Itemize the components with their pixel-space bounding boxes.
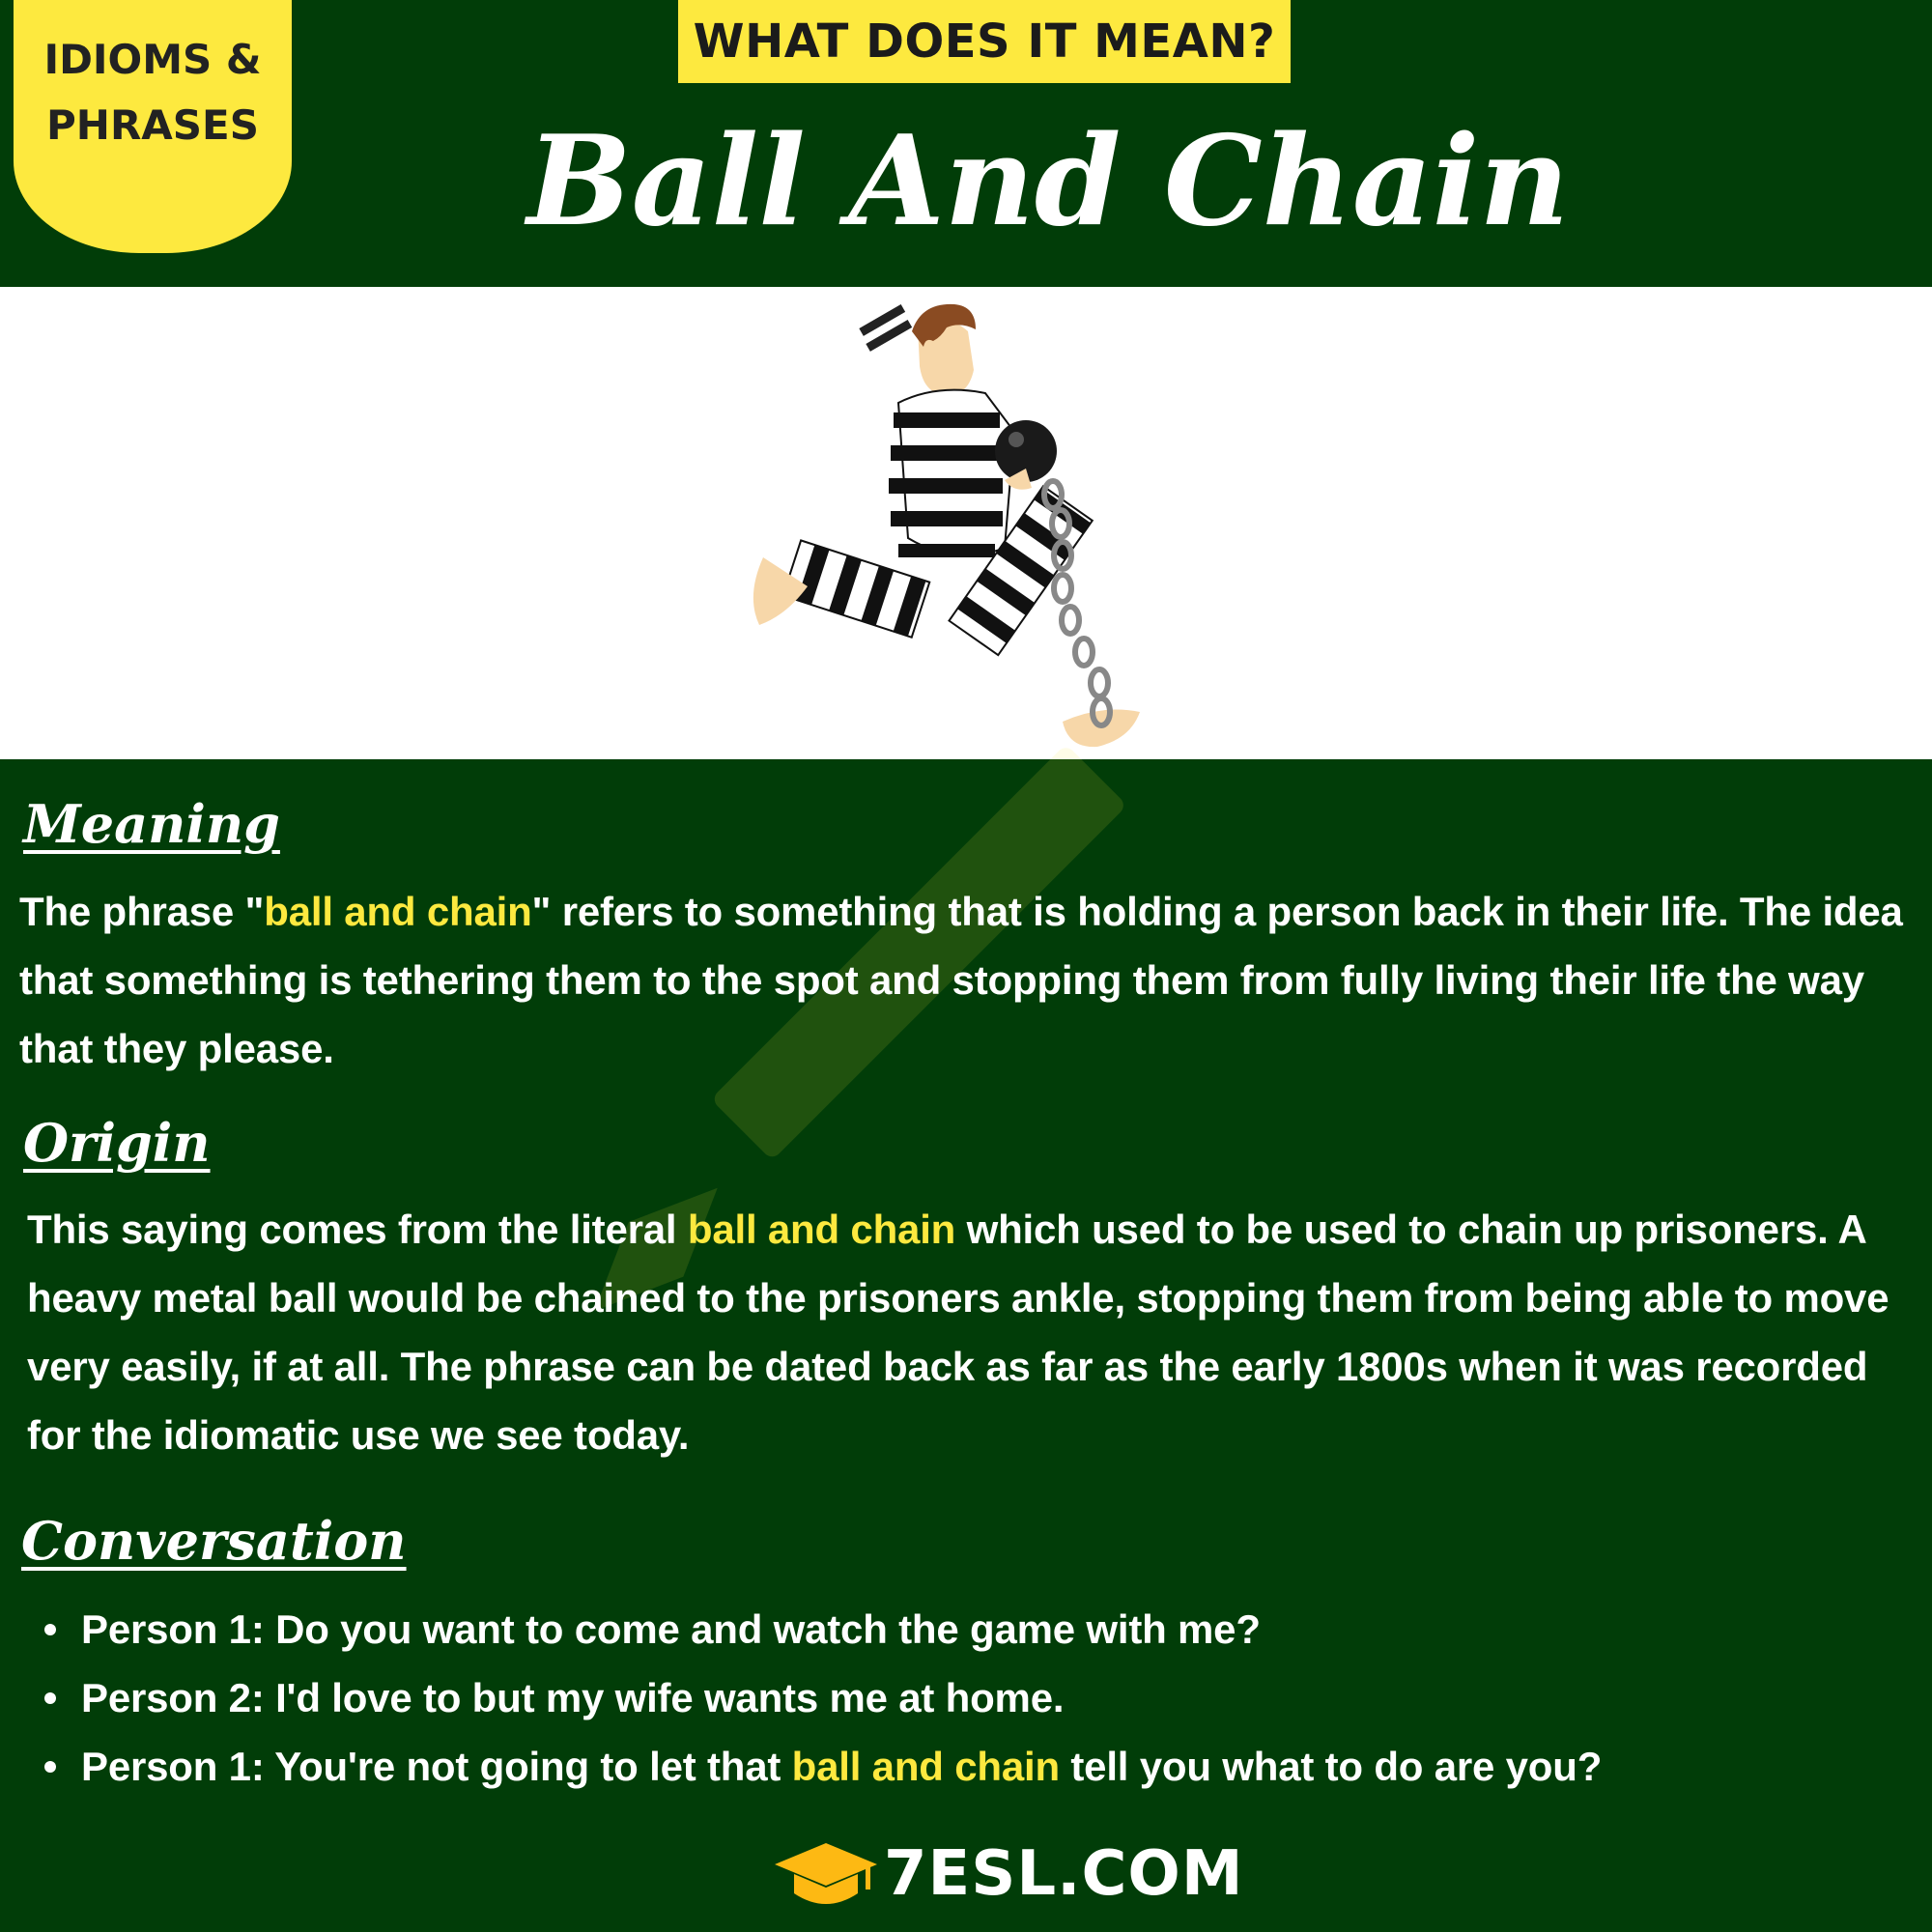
site-logo[interactable]	[773, 1835, 1275, 1913]
conversation-line-text-before: Person 1: You're not going to let that	[81, 1744, 792, 1789]
conversation-line-text: Person 1: Do you want to come and watch the game with me?	[81, 1606, 1261, 1652]
meaning-text	[19, 877, 1913, 1083]
meaning-heading: Meaning	[23, 793, 280, 855]
meaning-text-before: The phrase "	[19, 889, 265, 934]
conversation-list	[39, 1595, 1913, 1801]
conversation-line-text: Person 2: I'd love to but my wife wants me at home.	[81, 1675, 1065, 1720]
prisoner-with-ball-and-chain-icon	[0, 287, 1932, 759]
origin-text	[27, 1195, 1920, 1469]
meaning-highlight: ball and chain	[264, 889, 532, 934]
meaning-text-after: " refers to something that is holding a person back in their life. The idea that something is tethering them to the spot and stopping them from fully living their life the way that they please.	[19, 889, 1903, 1071]
graduation-cap-icon	[773, 1835, 879, 1913]
conversation-line-text-after: tell you what to do are you?	[1059, 1744, 1603, 1789]
site-logo-text: 7ESL.COM	[884, 1838, 1244, 1910]
illustration-panel	[0, 287, 1932, 759]
badge-line-2: PHRASES	[46, 101, 259, 149]
conversation-highlight: ball and chain	[791, 1744, 1060, 1789]
conversation-line	[39, 1663, 1913, 1732]
origin-text-before: This saying comes from the literal	[27, 1207, 688, 1252]
origin-heading: Origin	[23, 1112, 211, 1174]
origin-highlight: ball and chain	[687, 1207, 956, 1252]
origin-text-after: which used to be used to chain up prisoners. A heavy metal ball would be chained to the prisoners ankle, stopping them from being able to move very easily, if at all. The phrase can be dated back as far as the early 1800s when it was recorded for the idiomatic use we see today.	[27, 1207, 1889, 1458]
conversation-heading: Conversation	[21, 1510, 407, 1572]
idiom-title: Ball And Chain	[526, 109, 1570, 254]
conversation-line	[39, 1732, 1913, 1801]
kicker-label: WHAT DOES IT MEAN?	[678, 0, 1291, 83]
badge-line-1: IDIOMS &	[43, 36, 262, 83]
conversation-line	[39, 1595, 1913, 1663]
